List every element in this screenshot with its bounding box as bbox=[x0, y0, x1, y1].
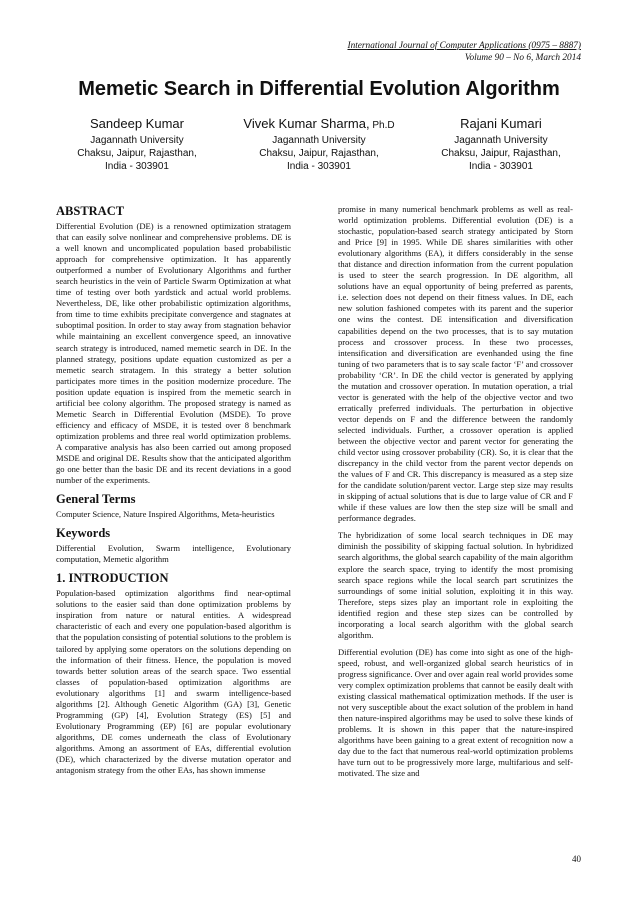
author-2 bbox=[234, 115, 404, 173]
keywords-text: Differential Evolution, Swarm intelligence, Evolutionary computation, Memetic algorithm bbox=[56, 543, 291, 565]
body-paragraph: Differential evolution (DE) has come into sight as one of the high-speed, robust, and well-organized global search heuristics of in progress significance. Over and over again real world provides some very complex optimization problems that cannot be easily dealt with existing classical mathematical optimization methods. If the user is not very susceptible about the exact solution of the problem in hand then nature-inspired algorithms may be used to solve these kinds of problems. It is shown in this paper that the nature-inspired algorithms have been gaining to a great extent of recognition now a day due to the fact that numerous real-world optimization problems have turn out to be progressively more large, multifarious and self-motivated. The size and bbox=[338, 646, 573, 779]
keywords-heading: Keywords bbox=[56, 526, 111, 541]
journal-header bbox=[261, 40, 581, 64]
author-affiliation-line: Chaksu, Jaipur, Rajasthan, bbox=[77, 148, 197, 159]
general-terms-heading: General Terms bbox=[56, 492, 136, 507]
author-affiliation-line: Jagannath University bbox=[90, 135, 184, 146]
page-number: 40 bbox=[572, 854, 581, 864]
abstract-heading: ABSTRACT bbox=[56, 204, 125, 218]
author-affiliation-line: India - 303901 bbox=[287, 161, 351, 172]
author-block bbox=[52, 115, 586, 173]
author-name: Sandeep Kumar bbox=[90, 116, 184, 131]
author-affiliation-line: India - 303901 bbox=[105, 161, 169, 172]
body-paragraph: The hybridization of some local search techniques in DE may diminish the possibility of skipping factual solution. In hybridized search algorithms, the global search capability of the main algorithm explore the search space, trying to identify the most promising search space regions while the local search part scrutinizes the surroundings of some initial solution, exploiting it in this way. Therefore, steps sizes play an important role in exploiting the identified region and these step sizes can be controlled by incorporating a local search algorithm with the global search algorithm. bbox=[338, 530, 573, 640]
author-1 bbox=[52, 115, 222, 173]
journal-name: International Journal of Computer Applications (0975 – 8887) bbox=[347, 41, 581, 51]
left-column bbox=[56, 204, 291, 782]
paper-title: Memetic Search in Differential Evolution Algorithm bbox=[78, 78, 560, 100]
author-affiliation-line: India - 303901 bbox=[469, 161, 533, 172]
introduction-paragraph: Population-based optimization algorithms find near-optimal solutions to the easier said than done optimization problems by inspiration from nature or natural entities. A widespread characteristic of each and every one population-based algorithm is that the population consisting of potential solutions to the problem is tailored by applying some operators on the solutions depending on the information of their fitness. Hence, the population is moved towards better solution areas of the search space. Two essential classes of population-based optimization algorithms are evolutionary algorithms [1] and swarm intelligence-based algorithms [2]. Although Genetic Algorithm (GA) [3], Genetic Programming (GP) [4], Evolution Strategy (ES) [5] and Evolutionary Programming (EP) [6] are popular evolutionary algorithms, DE comes underneath the class of Evolutionary algorithms. Among an assortment of EAs, differential evolution (DE), which characterized by the diverse mutation operator and antagonism strategy from the other EAs, has shown immense bbox=[56, 588, 292, 776]
author-affiliation-line: Jagannath University bbox=[272, 135, 366, 146]
author-affiliation-line: Jagannath University bbox=[454, 135, 548, 146]
author-name: Vivek Kumar Sharma, bbox=[243, 116, 370, 131]
abstract-text: Differential Evolution (DE) is a renowned optimization stratagem that can easily solve nonlinear and comprehensive problems. DE is a well known and uncomplicated population based probabilistic approach for comprehensive optimization. It has apparently outperformed a number of Evolutionary Algorithms and further search heuristics in the vein of Particle Swarm Optimization at what time of testing over both yardstick and actual world problems. Nevertheless, DE, like other probabilistic optimization algorithms, from time to time exhibits precipitate convergence and stagnates at suboptimal position. In order to stay away from stagnation behavior while maintaining an excellent convergence speed, an innovative search strategy is introduced, named memetic search in DE. In the planned strategy, positions update equation customized as per a memetic search stratagem. In this strategy a better solution participates more times in the position modernize procedure. The position update equation is inspired from the memetic search in artificial bee colony algorithm. The proposed strategy is named as Memetic Search in Differential Evolution (MSDE). To prove efficiency and efficacy of MSDE, it is tested over 8 benchmark optimization problems and three real world optimization problems. A comparative analysis has also been carried out among proposed MSDE and original DE. Results show that the anticipated algorithm go one better than the basic DE and its recent deviations in a good number of the experiments. bbox=[56, 221, 291, 486]
author-affiliation-line: Chaksu, Jaipur, Rajasthan, bbox=[259, 148, 379, 159]
journal-volume: Volume 90 – No 6, March 2014 bbox=[464, 53, 581, 63]
author-suffix: Ph.D bbox=[369, 120, 395, 131]
right-column bbox=[338, 204, 573, 785]
author-3 bbox=[416, 115, 586, 173]
author-name: Rajani Kumari bbox=[460, 116, 542, 131]
general-terms-text: Computer Science, Nature Inspired Algorithms, Meta-heuristics bbox=[56, 509, 275, 520]
author-affiliation-line: Chaksu, Jaipur, Rajasthan, bbox=[441, 148, 561, 159]
introduction-heading: 1. INTRODUCTION bbox=[56, 571, 169, 586]
body-paragraph: promise in many numerical benchmark problems as well as real-world optimization problems. Differential evolution (DE) is a stochastic, population-based search strategy anticipated by Storn and Price [9] in 1995. While DE shares similarities with other evolutionary algorithms (EA), it differs considerably in the sense that distance and direction information from the current population is used to steer the search progression. In DE algorithm, all solutions have an equal opportunity of being preferred as parents, i.e. selection does not depend on their fitness values. In DE, each new solution fashioned competes with its parent and the superior one wins the contest. DE intensification and diversification capabilities depend on the two processes, that is to say mutation process and crossover process. In these two processes, intensification and diversification are evenhanded using the fine tuning of two parameters that is to say scale factor ‘F’ and crossover probability ‘CR’. In DE the child vector is generated by applying the mutation and crossover operation. In mutation operation, a trial vector is generated with the help of the objective vector and two erratically preferred individuals. The perturbation in objective vector depends on F and the difference between the randomly selected individuals. Further, a crossover operation is applied between the objective vector and parent vector for generating the child vector using crossover probability (CR). So, it is clear that the discrepancy in the child vector from the parent vector depends on the values of F and CR. This discrepancy is measured as a step size for the candidate solution/parent vector. Large step size may results in skipping of actual solutions that is due to large value of CR and F while if these values are low then the step size will be small and performance degrades. bbox=[338, 204, 573, 524]
